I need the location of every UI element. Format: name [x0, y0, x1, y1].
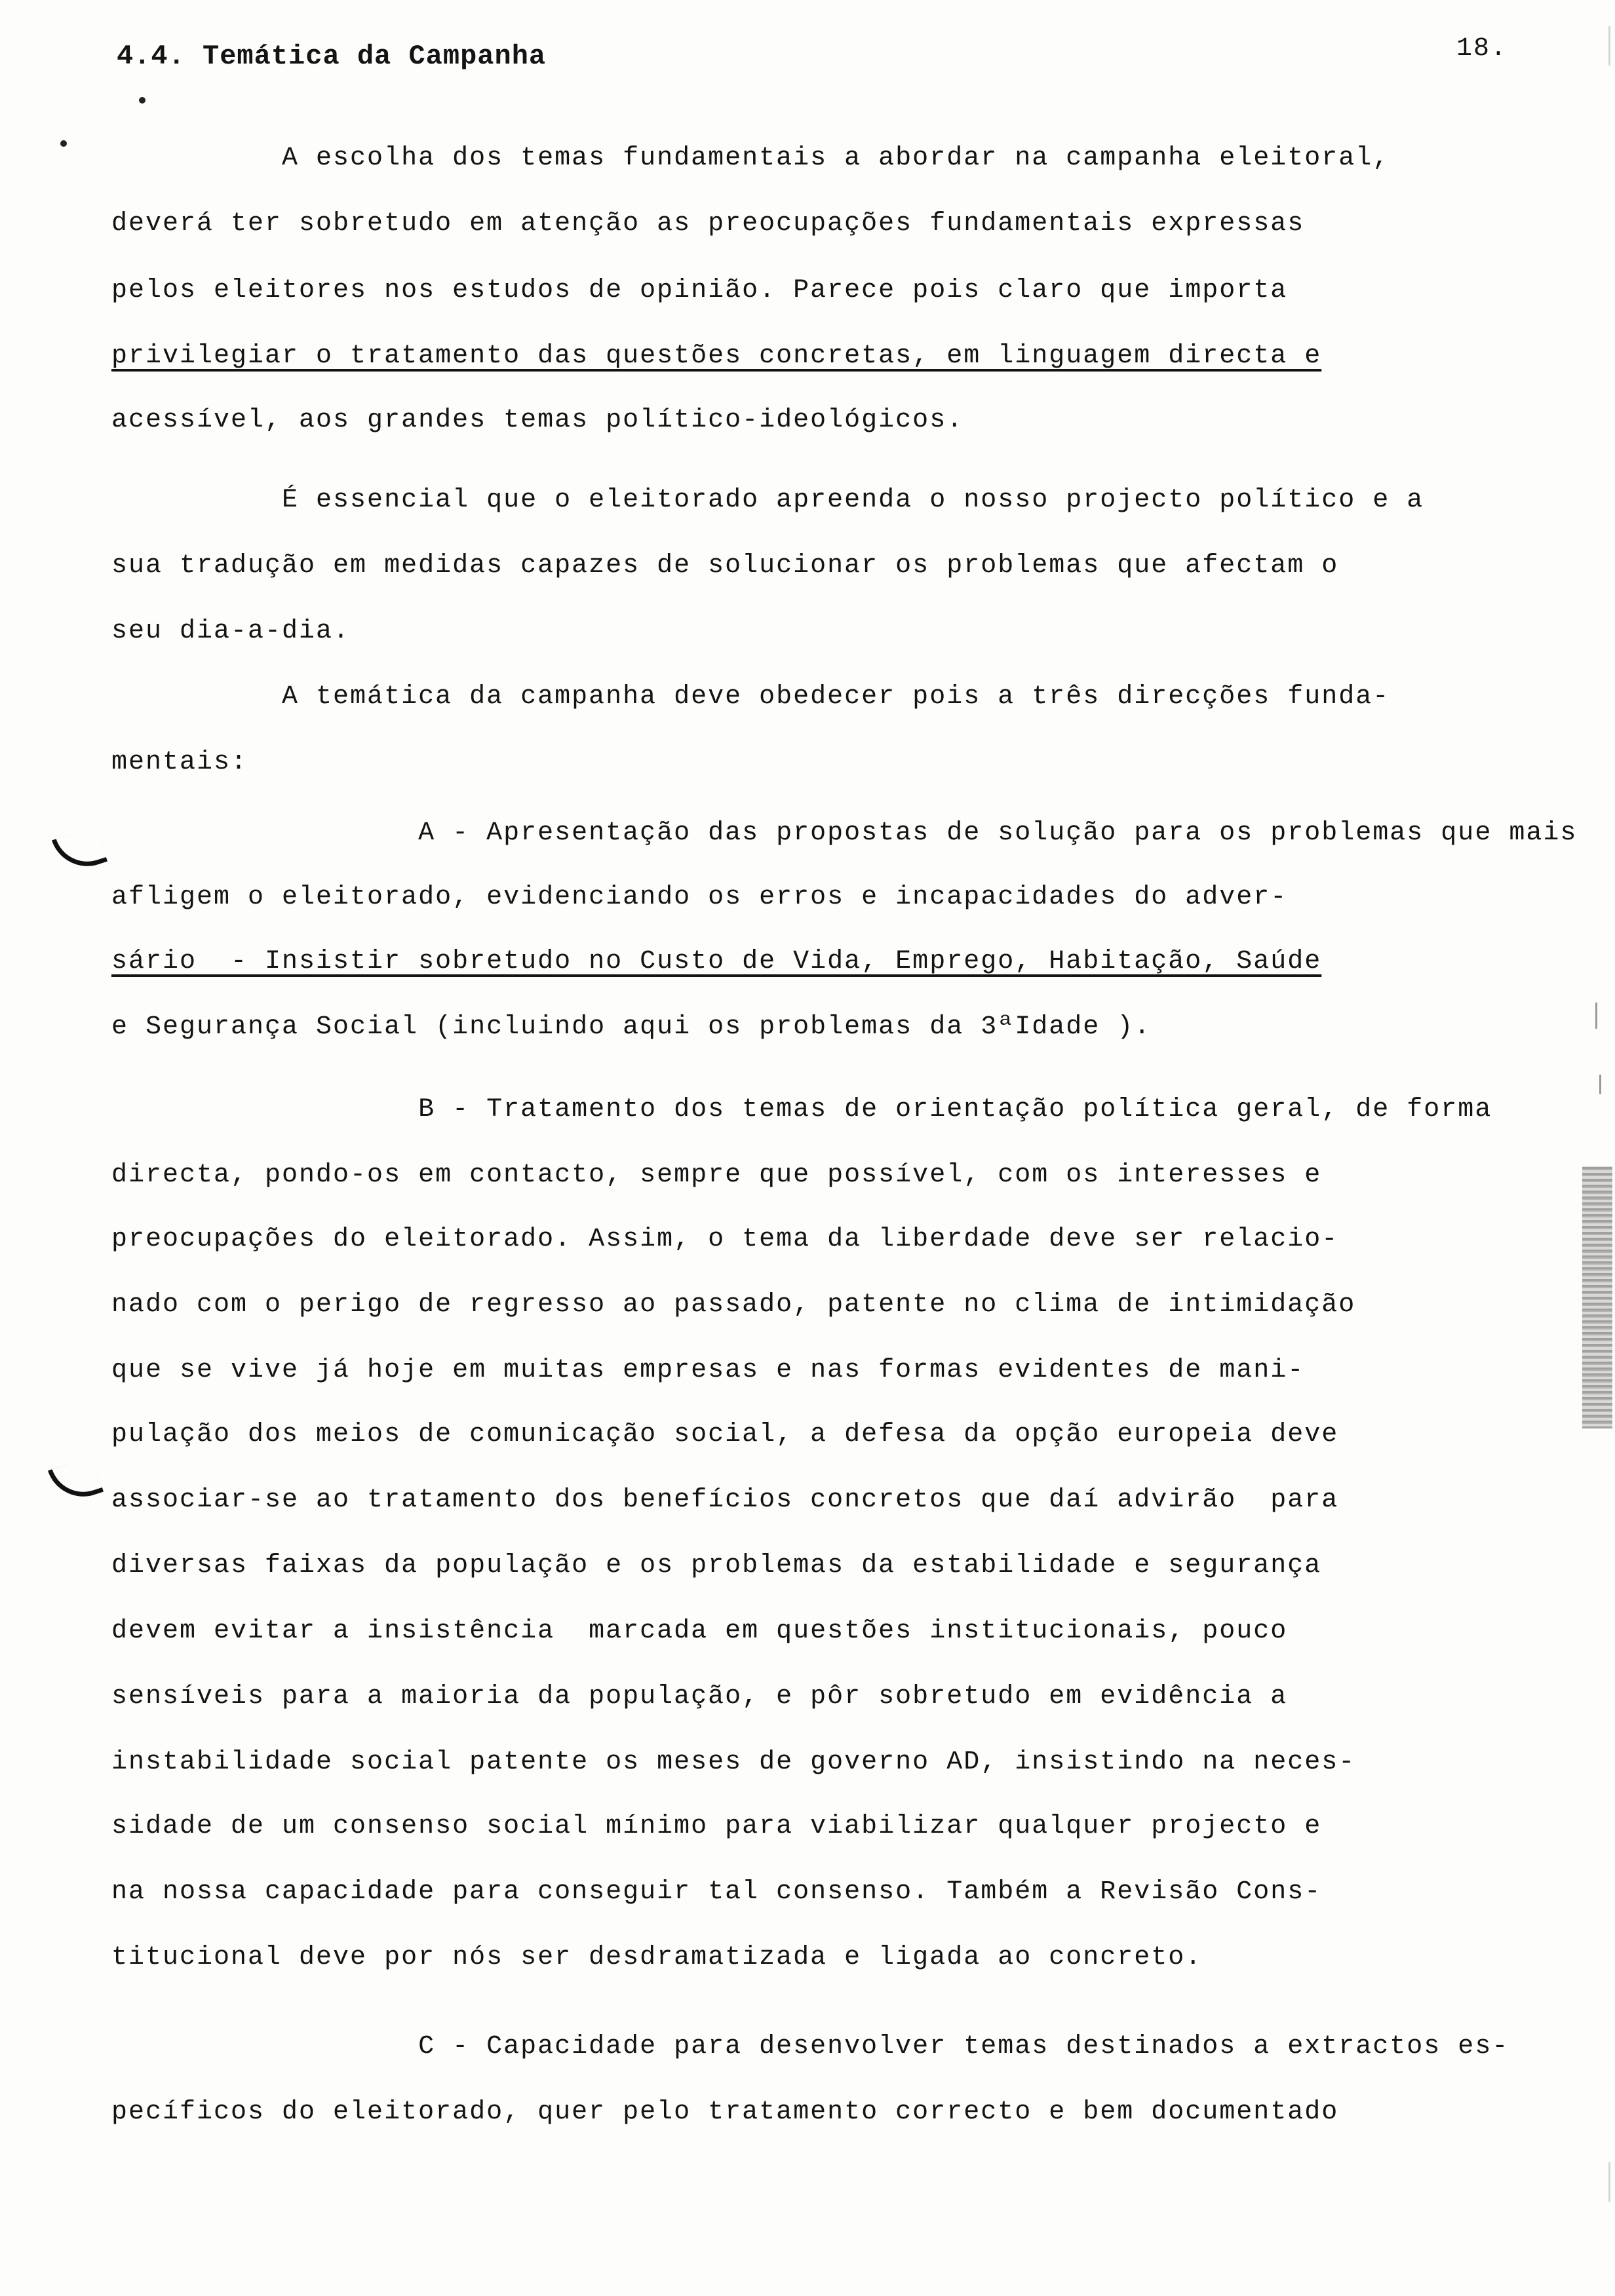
section-heading: 4.4. Temática da Campanha	[117, 41, 547, 72]
body-line: sua tradução em medidas capazes de solucionar os problemas que afectam o	[111, 551, 1339, 581]
body-line: É essencial que o eleitorado apreenda o nosso projecto político e a	[111, 486, 1424, 515]
body-line: associar-se ao tratamento dos benefícios concretos que daí advirão para	[111, 1485, 1339, 1515]
body-line: sidade de um consenso social mínimo para viabilizar qualquer projecto e	[111, 1812, 1322, 1841]
ink-dot	[139, 97, 146, 104]
body-line: A escolha dos temas fundamentais a abordar na campanha eleitoral,	[111, 144, 1390, 173]
body-line: pelos eleitores nos estudos de opinião. Parece pois claro que importa	[111, 276, 1288, 305]
body-line: nado com o perigo de regresso ao passado, patente no clima de intimidação	[111, 1290, 1356, 1320]
body-line: diversas faixas da população e os problemas da estabilidade e segurança	[111, 1551, 1322, 1580]
scan-edge-artifact	[1595, 1003, 1597, 1029]
body-line: e Segurança Social (incluindo aqui os problemas da 3ªIdade ).	[111, 1012, 1152, 1042]
body-line: instabilidade social patente os meses de governo AD, insistindo na neces-	[111, 1748, 1356, 1777]
body-line: A temática da campanha deve obedecer pois a três direcções funda-	[111, 682, 1390, 712]
body-line: seu dia-a-dia.	[111, 617, 351, 646]
page-number: 18.	[1456, 34, 1508, 64]
body-line: na nossa capacidade para conseguir tal consenso. Também a Revisão Cons-	[111, 1877, 1322, 1907]
scan-edge-artifact	[1599, 1075, 1601, 1094]
body-line: que se vive já hoje em muitas empresas e nas formas evidentes de mani-	[111, 1356, 1305, 1385]
body-line: afligem o eleitorado, evidenciando os erros e incapacidades do adver-	[111, 883, 1288, 912]
body-line: deverá ter sobretudo em atenção as preocupações fundamentais expressas	[111, 209, 1305, 239]
margin-check-mark	[52, 826, 107, 875]
body-line: acessível, aos grandes temas político-ideológicos.	[111, 406, 964, 435]
body-line: mentais:	[111, 748, 248, 777]
body-line: C - Capacidade para desenvolver temas destinados a extractos es-	[111, 2032, 1509, 2061]
margin-check-mark	[48, 1456, 104, 1506]
body-line: preocupações do eleitorado. Assim, o tema da liberdade deve ser relacio-	[111, 1225, 1339, 1254]
body-line: titucional deve por nós ser desdramatizada e ligada ao concreto.	[111, 1943, 1203, 1972]
body-line: B - Tratamento dos temas de orientação política geral, de forma	[111, 1095, 1492, 1124]
ink-dot	[60, 140, 67, 147]
body-line: directa, pondo-os em contacto, sempre que possível, com os interesses e	[111, 1160, 1322, 1190]
body-line: A - Apresentação das propostas de solução para os problemas que mais	[111, 818, 1578, 848]
body-line: devem evitar a insistência marcada em questões institucionais, pouco	[111, 1617, 1288, 1646]
scan-edge-artifact	[1608, 26, 1610, 66]
body-line-underlined: sário - Insistir sobretudo no Custo de Vida, Emprego, Habitação, Saúde	[111, 947, 1322, 976]
scan-edge-artifact	[1582, 1166, 1612, 1428]
body-line-underlined: privilegiar o tratamento das questões concretas, em linguagem directa e	[111, 341, 1322, 371]
body-line: pulação dos meios de comunicação social, a defesa da opção europeia deve	[111, 1420, 1339, 1449]
body-line: pecíficos do eleitorado, quer pelo tratamento correcto e bem documentado	[111, 2097, 1339, 2127]
body-line: sensíveis para a maioria da população, e pôr sobretudo em evidência a	[111, 1682, 1288, 1712]
scan-edge-artifact	[1608, 2162, 1610, 2202]
